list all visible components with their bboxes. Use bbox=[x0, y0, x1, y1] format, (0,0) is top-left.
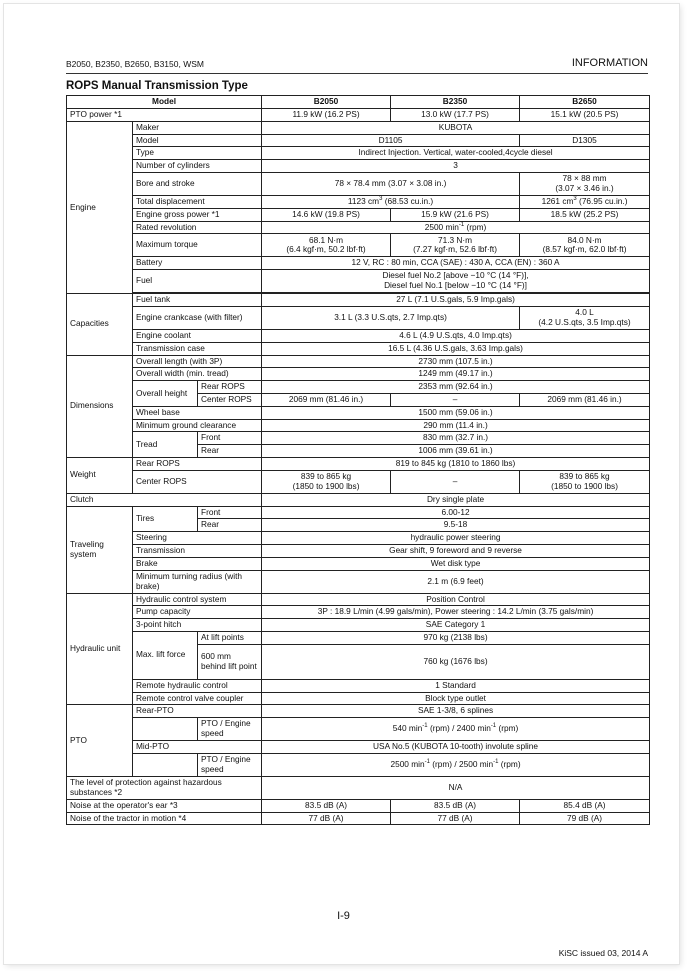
cell-value: Indirect Injection. Vertical, water-cooled,4cycle diesel bbox=[262, 147, 650, 160]
table-row bbox=[67, 493, 650, 506]
cell-value: 3.1 L (3.3 U.S.qts, 2.7 Imp.qts) bbox=[262, 306, 520, 329]
cell-value: Wet disk type bbox=[262, 557, 650, 570]
table-row bbox=[67, 741, 650, 754]
cell-value: 2069 mm (81.46 in.) bbox=[520, 393, 650, 406]
table-row bbox=[67, 134, 650, 147]
row-label: Fuel tank bbox=[133, 294, 262, 307]
cell-value: D1105 bbox=[262, 134, 520, 147]
row-label: Max. lift force bbox=[133, 631, 198, 679]
cell-value: USA No.5 (KUBOTA 10-tooth) involute spline bbox=[262, 741, 650, 754]
row-label: Model bbox=[133, 134, 262, 147]
cell-part: (68.53 cu.in.) bbox=[382, 195, 434, 206]
cell-line: (4.2 U.S.qts, 3.5 Imp.qts) bbox=[538, 316, 631, 327]
table-row bbox=[67, 631, 650, 644]
row-label: Noise at the operator's ear *3 bbox=[67, 799, 262, 812]
table-row bbox=[67, 221, 650, 234]
row-label: Rear-PTO bbox=[133, 705, 262, 718]
row-label: Battery bbox=[133, 257, 262, 270]
cell-value: SAE Category 1 bbox=[262, 619, 650, 632]
table-header-row bbox=[67, 96, 650, 109]
table-row bbox=[67, 753, 650, 776]
cell-value: 1 Standard bbox=[262, 679, 650, 692]
cell-part: (rpm) bbox=[464, 221, 487, 232]
cell-part: (rpm) bbox=[496, 723, 519, 734]
table-row bbox=[67, 692, 650, 705]
table-row bbox=[67, 160, 650, 173]
sub-label: PTO / Engine speed bbox=[198, 753, 262, 776]
table-row bbox=[67, 419, 650, 432]
table-row bbox=[67, 557, 650, 570]
row-label: Mid-PTO bbox=[133, 741, 262, 754]
col-b2050: B2050 bbox=[262, 96, 391, 109]
table-row bbox=[67, 329, 650, 342]
table-row bbox=[67, 593, 650, 606]
row-label: Tires bbox=[133, 506, 198, 532]
table-row bbox=[67, 532, 650, 545]
spec-table bbox=[66, 95, 650, 825]
cell-value bbox=[520, 195, 650, 208]
table-row bbox=[67, 799, 650, 812]
cell-line: 84.0 N·m bbox=[567, 234, 602, 245]
cell-part: 2500 min bbox=[424, 221, 459, 232]
cell-value: 970 kg (2138 lbs) bbox=[262, 631, 650, 644]
cell-value: 830 mm (32.7 in.) bbox=[262, 432, 650, 445]
row-label: Center ROPS bbox=[133, 470, 262, 493]
cell-value: – bbox=[391, 393, 520, 406]
row-label: Engine coolant bbox=[133, 329, 262, 342]
row-label: Maker bbox=[133, 121, 262, 134]
table-row bbox=[67, 718, 650, 741]
row-label: Remote hydraulic control bbox=[133, 679, 262, 692]
cell-value: 290 mm (11.4 in.) bbox=[262, 419, 650, 432]
cell-value bbox=[262, 470, 391, 493]
cell-value bbox=[520, 306, 650, 329]
sub-label: Rear bbox=[198, 519, 262, 532]
cell-value bbox=[262, 221, 650, 234]
table-row bbox=[67, 470, 650, 493]
cell-value: 2730 mm (107.5 in.) bbox=[262, 355, 650, 368]
table-row bbox=[67, 294, 650, 307]
row-label: Minimum ground clearance bbox=[133, 419, 262, 432]
row-label: Overall length (with 3P) bbox=[133, 355, 262, 368]
cell-value: 18.5 kW (25.2 PS) bbox=[520, 208, 650, 221]
empty-cell bbox=[133, 718, 198, 741]
cell-value: 3P : 18.9 L/min (4.99 gals/min), Power steering : 14.2 L/min (3.75 gals/min) bbox=[262, 606, 650, 619]
row-label: Transmission case bbox=[133, 342, 262, 355]
cell-part: (rpm) bbox=[498, 759, 521, 769]
row-label: Engine crankcase (with filter) bbox=[133, 306, 262, 329]
row-label: Wheel base bbox=[133, 406, 262, 419]
cell-value: D1305 bbox=[520, 134, 650, 147]
table-row bbox=[67, 381, 650, 394]
section-title: ROPS Manual Transmission Type bbox=[66, 80, 248, 92]
table-row bbox=[67, 457, 650, 470]
group-clutch: Clutch bbox=[67, 493, 262, 506]
superscript: -1 bbox=[422, 723, 428, 730]
cell-value: 9.5-18 bbox=[262, 519, 650, 532]
cell-value: 83.5 dB (A) bbox=[391, 799, 520, 812]
col-b2650: B2650 bbox=[520, 96, 650, 109]
empty-cell bbox=[133, 753, 198, 776]
cell-part: 1123 cm bbox=[347, 195, 380, 206]
superscript: 3 bbox=[379, 196, 383, 203]
table-row bbox=[67, 257, 650, 270]
row-label: Steering bbox=[133, 532, 262, 545]
header-models: B2050, B2350, B2650, B3150, WSM bbox=[66, 59, 204, 69]
cell-line: (6.4 kgf·m, 50.2 lbf·ft) bbox=[286, 244, 366, 255]
cell-value: 4.6 L (4.9 U.S.qts, 4.0 Imp.qts) bbox=[262, 329, 650, 342]
cell-part: (rpm) / 2500 min bbox=[429, 759, 494, 769]
table-row bbox=[67, 355, 650, 368]
cell-value: Position Control bbox=[262, 593, 650, 606]
sub-label: Front bbox=[198, 432, 262, 445]
cell-part: 2500 min bbox=[390, 759, 425, 769]
cell-value: 2069 mm (81.46 in.) bbox=[262, 393, 391, 406]
group-pto: PTO bbox=[67, 705, 133, 777]
table-row bbox=[67, 544, 650, 557]
cell-value bbox=[520, 470, 650, 493]
cell-value: 79 dB (A) bbox=[520, 812, 650, 825]
row-label: Transmission bbox=[133, 544, 262, 557]
table-row bbox=[67, 812, 650, 825]
table-row bbox=[67, 679, 650, 692]
sub-label: Rear bbox=[198, 445, 262, 458]
row-label: Noise of the tractor in motion *4 bbox=[67, 812, 262, 825]
cell-line: 71.3 N·m bbox=[437, 234, 473, 245]
row-label: Type bbox=[133, 147, 262, 160]
cell-value: 6.00-12 bbox=[262, 506, 650, 519]
table-row bbox=[67, 776, 650, 799]
footer-issue: KiSC issued 03, 2014 A bbox=[558, 948, 648, 958]
sub-label: Rear ROPS bbox=[198, 381, 262, 394]
sub-label: 600 mm behind lift point bbox=[198, 644, 262, 679]
cell-value bbox=[520, 172, 650, 195]
header-rule bbox=[66, 73, 648, 74]
sub-label: Front bbox=[198, 506, 262, 519]
table-row bbox=[67, 619, 650, 632]
table-row bbox=[67, 606, 650, 619]
cell-line: 78 × 88 mm bbox=[562, 173, 607, 184]
cell-part: (rpm) / 2400 min bbox=[427, 723, 491, 734]
cell-value bbox=[391, 234, 520, 257]
cell-value: Gear shift, 9 foreword and 9 reverse bbox=[262, 544, 650, 557]
cell-value bbox=[262, 718, 650, 741]
table-row bbox=[67, 306, 650, 329]
cell-value: Block type outlet bbox=[262, 692, 650, 705]
table-row bbox=[67, 208, 650, 221]
table-row bbox=[67, 172, 650, 195]
row-label: Tread bbox=[133, 432, 198, 458]
row-label: Engine gross power *1 bbox=[133, 208, 262, 221]
row-label: PTO power *1 bbox=[67, 109, 262, 122]
group-traveling: Traveling system bbox=[67, 506, 133, 593]
row-label: Overall height bbox=[133, 381, 198, 407]
superscript: -1 bbox=[490, 723, 497, 730]
col-b2350: B2350 bbox=[391, 96, 520, 109]
table-row bbox=[67, 234, 650, 257]
cell-value: N/A bbox=[262, 776, 650, 799]
cell-line: 839 to 865 kg bbox=[300, 470, 352, 481]
cell-value bbox=[262, 195, 520, 208]
cell-line: (8.57 kgf·m, 62.0 lbf·ft) bbox=[542, 244, 627, 255]
row-label: Remote control valve coupler bbox=[133, 692, 262, 705]
table-row bbox=[67, 270, 650, 293]
cell-line: (7.27 kgf·m, 52.6 lbf·ft) bbox=[413, 244, 497, 255]
cell-value: 85.4 dB (A) bbox=[520, 799, 650, 812]
group-engine: Engine bbox=[67, 121, 133, 293]
row-label: Pump capacity bbox=[133, 606, 262, 619]
table-row bbox=[67, 121, 650, 134]
cell-value bbox=[262, 270, 650, 293]
table-row bbox=[67, 368, 650, 381]
table-row bbox=[67, 506, 650, 519]
sub-label: PTO / Engine speed bbox=[198, 718, 262, 741]
cell-value: 15.9 kW (21.6 PS) bbox=[391, 208, 520, 221]
cell-value: Dry single plate bbox=[262, 493, 650, 506]
table-row bbox=[67, 705, 650, 718]
superscript: 3 bbox=[573, 196, 577, 203]
cell-value: 12 V, RC : 80 min, CCA (SAE) : 430 A, CCA (EN) : 360 A bbox=[262, 257, 650, 270]
cell-part: 1261 cm bbox=[541, 195, 574, 206]
sub-label: Center ROPS bbox=[198, 393, 262, 406]
cell-value: 1500 mm (59.06 in.) bbox=[262, 406, 650, 419]
cell-line: (1850 to 1900 lbs) bbox=[551, 480, 618, 491]
cell-value bbox=[520, 234, 650, 257]
cell-value: hydraulic power steering bbox=[262, 532, 650, 545]
row-label: Fuel bbox=[133, 270, 262, 293]
cell-value: 1249 mm (49.17 in.) bbox=[262, 368, 650, 381]
superscript: -1 bbox=[493, 759, 499, 766]
cell-line: (1850 to 1900 lbs) bbox=[292, 480, 360, 491]
cell-value: 78 × 78.4 mm (3.07 × 3.08 in.) bbox=[262, 172, 520, 195]
row-label: Total displacement bbox=[133, 195, 262, 208]
row-label: Maximum torque bbox=[133, 234, 262, 257]
row-label: Overall width (min. tread) bbox=[133, 368, 262, 381]
group-weight: Weight bbox=[67, 457, 133, 493]
table-row bbox=[67, 342, 650, 355]
cell-line: 839 to 865 kg bbox=[559, 470, 610, 481]
row-label: Rated revolution bbox=[133, 221, 262, 234]
row-label: Minimum turning radius (with brake) bbox=[133, 570, 262, 593]
superscript: -1 bbox=[458, 221, 465, 228]
cell-value: 11.9 kW (16.2 PS) bbox=[262, 109, 391, 122]
superscript: -1 bbox=[424, 759, 430, 766]
table-row bbox=[67, 195, 650, 208]
cell-value: 15.1 kW (20.5 PS) bbox=[520, 109, 650, 122]
table-row bbox=[67, 432, 650, 445]
cell-value: 83.5 dB (A) bbox=[262, 799, 391, 812]
row-label: Rear ROPS bbox=[133, 457, 262, 470]
row-label: 3-point hitch bbox=[133, 619, 262, 632]
table-row bbox=[67, 406, 650, 419]
cell-value: SAE 1-3/8, 6 splines bbox=[262, 705, 650, 718]
cell-value: 13.0 kW (17.7 PS) bbox=[391, 109, 520, 122]
cell-value: KUBOTA bbox=[262, 121, 650, 134]
cell-value: 819 to 845 kg (1810 to 1860 lbs) bbox=[262, 457, 650, 470]
cell-value: 27 L (7.1 U.S.gals, 5.9 Imp.gals) bbox=[262, 294, 650, 307]
row-label: Number of cylinders bbox=[133, 160, 262, 173]
row-label: Brake bbox=[133, 557, 262, 570]
cell-value: 77 dB (A) bbox=[262, 812, 391, 825]
cell-line: (3.07 × 3.46 in.) bbox=[555, 182, 614, 193]
cell-line: Diesel fuel No.1 [below −10 °C (14 °F)] bbox=[384, 280, 527, 291]
col-model: Model bbox=[67, 96, 262, 109]
cell-value: 16.5 L (4.36 U.S.gals, 3.63 Imp.gals) bbox=[262, 342, 650, 355]
cell-value: – bbox=[391, 470, 520, 493]
table-row bbox=[67, 147, 650, 160]
cell-value: 1006 mm (39.61 in.) bbox=[262, 445, 650, 458]
row-label: The level of protection against hazardous substances *2 bbox=[67, 776, 262, 799]
cell-value: 760 kg (1676 lbs) bbox=[262, 644, 650, 679]
cell-part: (76.95 cu.in.) bbox=[576, 195, 628, 206]
cell-line: 68.1 N·m bbox=[308, 234, 344, 245]
table-row bbox=[67, 109, 650, 122]
table-row bbox=[67, 570, 650, 593]
cell-value: 3 bbox=[262, 160, 650, 173]
cell-value bbox=[262, 753, 650, 776]
group-hydraulic: Hydraulic unit bbox=[67, 593, 133, 705]
cell-value bbox=[262, 234, 391, 257]
header-section: INFORMATION bbox=[571, 57, 648, 69]
cell-value: 2353 mm (92.64 in.) bbox=[262, 381, 650, 394]
cell-value: 14.6 kW (19.8 PS) bbox=[262, 208, 391, 221]
cell-line: Diesel fuel No.2 [above −10 °C (14 °F)], bbox=[382, 270, 529, 281]
sub-label: At lift points bbox=[198, 631, 262, 644]
row-label: Bore and stroke bbox=[133, 172, 262, 195]
page-number: I-9 bbox=[337, 910, 350, 922]
cell-value: 77 dB (A) bbox=[391, 812, 520, 825]
row-label: Hydraulic control system bbox=[133, 593, 262, 606]
group-dimensions: Dimensions bbox=[67, 355, 133, 457]
cell-value: 2.1 m (6.9 feet) bbox=[262, 570, 650, 593]
cell-line: 4.0 L bbox=[575, 307, 594, 318]
group-capacities: Capacities bbox=[67, 294, 133, 355]
cell-part: 540 min bbox=[392, 723, 423, 734]
